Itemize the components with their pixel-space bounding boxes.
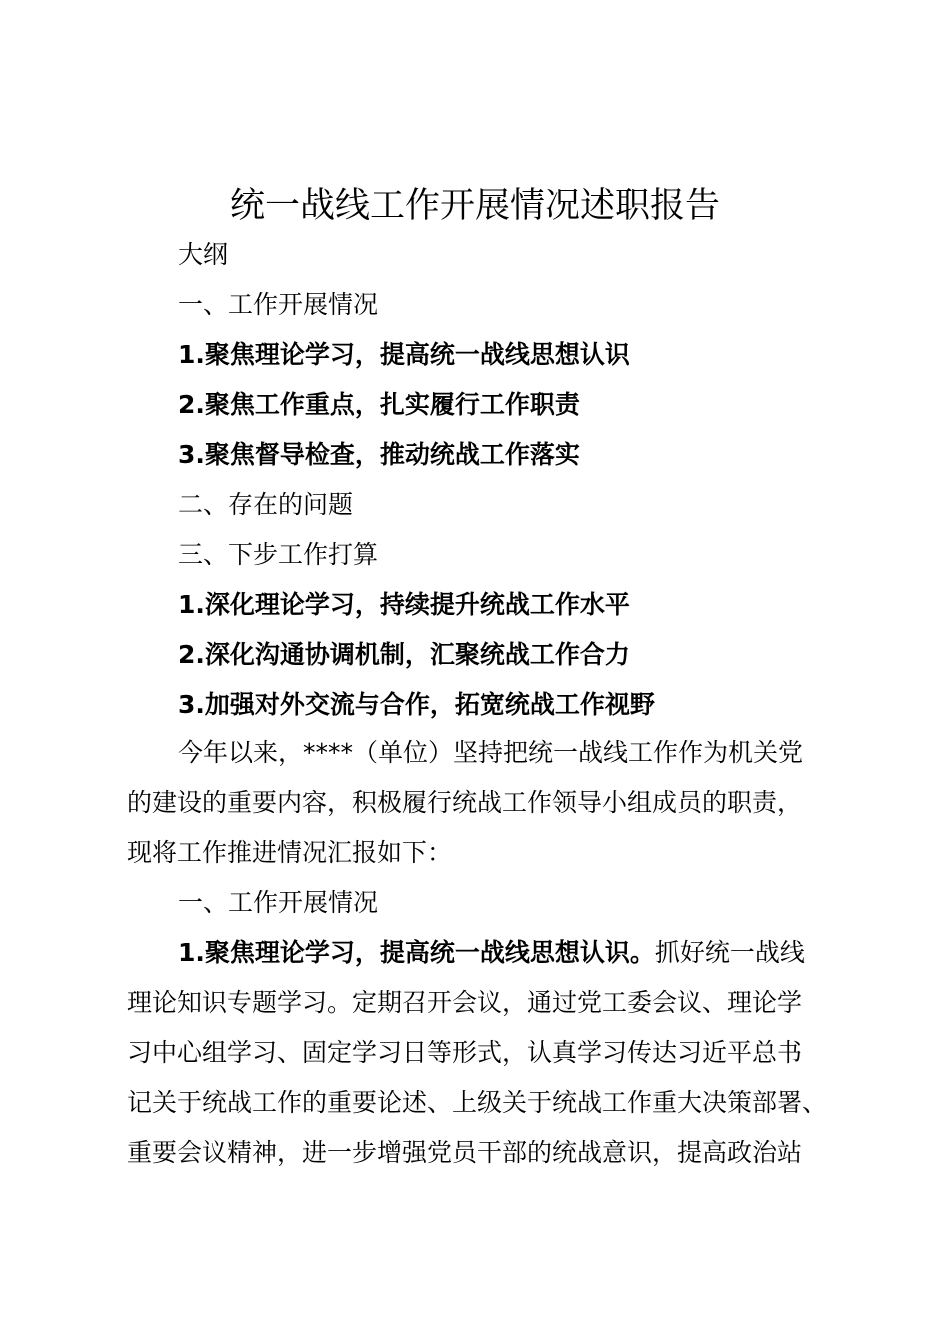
paragraph-1-line-5: 重要会议精神，进一步增强党员干部的统战意识，提高政治站: [127, 1138, 803, 1167]
outline-item-1: 一、工作开展情况: [178, 290, 379, 319]
paragraph-1-lead: 1.聚焦理论学习，提高统一战线思想认识。: [178, 938, 655, 967]
outline-item-1-1: 1.聚焦理论学习，提高统一战线思想认识: [178, 340, 630, 369]
paragraph-1-first-rest: 抓好统一战线: [654, 938, 805, 967]
paragraph-1: [127, 928, 837, 1178]
outline-item-1-3: 3.聚焦督导检查，推动统战工作落实: [178, 440, 580, 469]
paragraph-1-line-1: [127, 928, 837, 978]
intro-line-1: 今年以来，****（单位）坚持把统一战线工作作为机关党: [178, 738, 804, 767]
outline-item-3-1: 1.深化理论学习，持续提升统战工作水平: [178, 590, 630, 619]
outline-item-3-3: 3.加强对外交流与合作，拓宽统战工作视野: [178, 690, 655, 719]
outline-item-2: 二、存在的问题: [178, 490, 354, 519]
intro-line-2: 的建设的重要内容，积极履行统战工作领导小组成员的职责，: [127, 788, 803, 817]
intro-paragraph: [127, 728, 837, 878]
outline-item-1-2: 2.聚焦工作重点，扎实履行工作职责: [178, 390, 580, 419]
paragraph-1-line-3: 习中心组学习、固定学习日等形式，认真学习传达习近平总书: [127, 1038, 803, 1067]
paragraph-1-line-4: 记关于统战工作的重要论述、上级关于统战工作重大决策部署、: [127, 1088, 828, 1117]
section-heading: 一、工作开展情况: [178, 888, 379, 917]
outline-item-3: 三、下步工作打算: [178, 540, 379, 569]
outline-item-3-2: 2.深化沟通协调机制，汇聚统战工作合力: [178, 640, 630, 669]
intro-line-3: 现将工作推进情况汇报如下：: [127, 838, 453, 867]
document-title: 统一战线工作开展情况述职报告: [229, 186, 720, 226]
paragraph-1-line-2: 理论知识专题学习。定期召开会议，通过党工委会议、理论学: [127, 988, 803, 1017]
outline-label: 大纲: [178, 240, 229, 269]
